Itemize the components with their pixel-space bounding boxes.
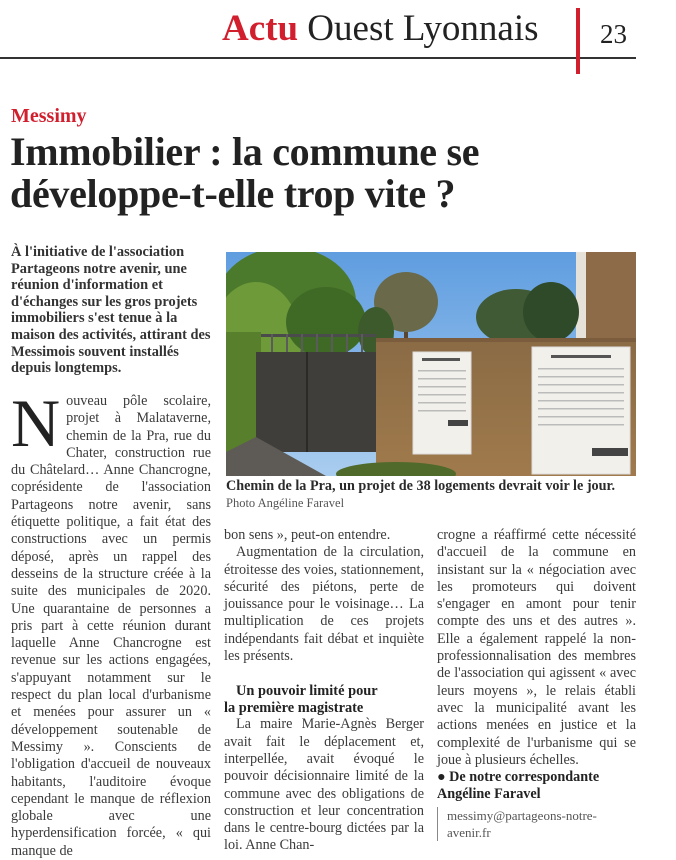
byline-author: Angéline Faravel [437,786,541,803]
body-column-3 [437,527,636,841]
email-line-1: messimy@partageons-notre- [447,807,597,823]
article-headline: Immobilier : la commune se développe-t-elle trop vite ? [10,129,480,216]
subhead-line-1: Un pouvoir limité pour [236,683,378,700]
byline [437,769,636,804]
body-column-2 [224,527,424,855]
body-paragraph-1-continued: bon sens », peut-on entendre. [224,527,391,543]
body-paragraph-3: La maire Marie-Agnès Berger avait fait le déplacement et, interpellée, avait évoqué le pouvoir décisionnaire limité de la commune avec des obligations de construction et leur concentration dans le centre-bourg dictées par la loi. Anne Chan- [224,716,424,854]
body-paragraph-3-continued: crogne a réaffirmé cette nécessité d'accueil de la commune en insistant sur la « négociation avec les promoteurs qui doivent s'engager en amont pour tenir compte des uns et des autres ». Elle a également rappelé la non-professionnalisation des membres de l'association qui agissent « avec leurs moyens », le relais établi avec la municipalité avant les actions menées en justice et la complexité de l'urbanisme qui se joue à plusieurs échelles. [437,527,636,768]
article-photo [226,252,636,476]
section-masthead [222,6,539,52]
photo-credit: Photo Angéline Faravel [226,496,345,510]
byline-label: De notre correspondante [449,769,600,786]
photo-illustration [226,252,636,476]
section-label: Actu [222,8,299,49]
article-subhead [224,683,424,716]
body-paragraph-1: ouveau pôle scolaire, projet à Malataverne, chemin de la Pra, rue du Chater, construction rue du Châtelard… Anne Chancrogne, coprésidente de l'association Partageons notre avenir, sans étiquette politique, a fait état des constructions avec un permis déposé, après un rappel des desseins de la structure créée à la suite des municipales de 2020. Une quarantaine de personnes a pris part à cette réunion durant laquelle Anne Chancrogne est revenue sur les actions engagées, s'appuyant notamment sur le respect du plan local d'urbanisme et menées pour assurer un « développement soutenable de Messimy ». Conscients de l'obligation d'accueil de nouveaux habitants, l'auditoire évoque cependant le manque de réflexion globale avec une hyperdensification forcée, « qui manque de [11,393,211,859]
contact-email[interactable] [437,807,636,841]
dropcap: N [11,385,61,461]
body-paragraph-2: Augmentation de la circulation, étroitesse des voies, stationnement, sécurité des piétons, perte de jouissance pour le voisinage… La multiplication de ces projets indépendants fait débat et inquiète les présents. [224,544,424,665]
photo-caption [226,478,646,512]
edition-label: Ouest Lyonnais [307,8,539,49]
article-lead: À l'initiative de l'association Partageons notre avenir, une réunion d'information et d'échanges sur les gros projets immobiliers s'est tenue à la maison des activités, attirant des Messimois souvent installés depuis longtemps. [11,244,211,377]
header-accent-bar [576,8,580,74]
page-number: 23 [600,19,627,49]
email-line-2: avenir.fr [447,824,491,840]
caption-text: Chemin de la Pra, un projet de 38 logements devrait voir le jour. [226,478,616,494]
article-kicker: Messimy [11,105,87,127]
subhead-line-2: la première magistrate [224,699,364,716]
header-rule [0,57,636,59]
bullet-icon: ● [437,769,446,786]
body-column-1 [11,385,211,860]
